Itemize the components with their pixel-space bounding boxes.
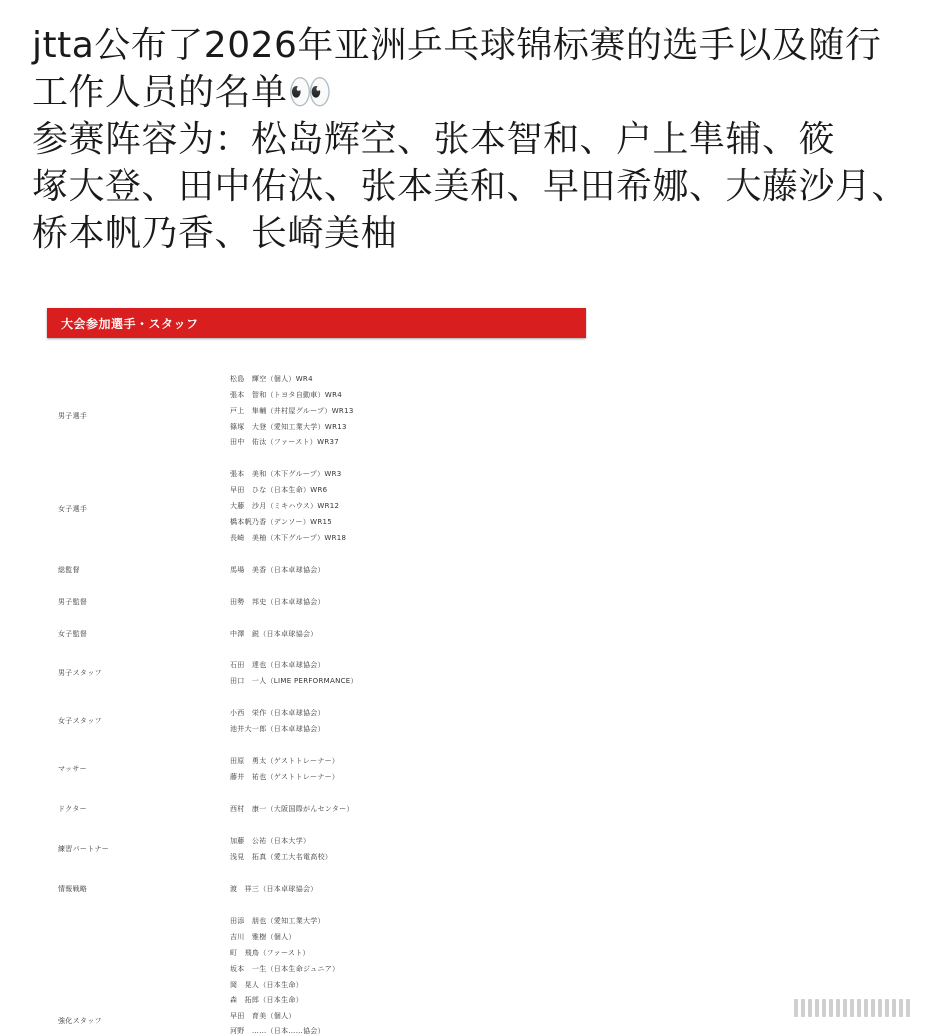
category-label: 練習パートナー [58,845,110,853]
roster-entry: 岡 晃人（日本生命） [230,981,303,989]
roster-entry: 長崎 美柚（木下グループ）WR18 [230,534,347,542]
roster-entry: 西村 康一（大阪国際がんセンター） [230,805,354,813]
roster-entry: 早田 育美（個人） [230,1012,296,1020]
roster-entry: 早田 ひな（日本生命）WR6 [230,486,328,494]
post-line: 参赛阵容为：松岛辉空、张本智和、户上隼辅、筱 [32,119,836,160]
document-banner [47,308,586,338]
roster-entry: 小西 栄作（日本卓球協会） [230,709,325,717]
roster-entry: 大藤 沙月（ミキハウス）WR12 [230,502,340,510]
roster-entry: 藤井 祐也（ゲストトレーナー） [230,773,340,781]
post-line: jtta公布了2026年亚洲乒乓球锦标赛的选手以及随行 [32,25,882,66]
category-label: 総監督 [58,566,80,574]
roster-entry: 石田 達也（日本卓球協会） [230,661,325,669]
roster-entry: 池井大一郎（日本卓球協会） [230,725,325,733]
roster-entry: 張本 智和（トヨタ自動車）WR4 [230,391,343,399]
roster-entry: 加藤 公祐（日本大学） [230,837,311,845]
post-line: 工作人员的名单👀 [32,72,333,113]
roster-entry: 坂本 一生（日本生命ジュニア） [230,965,340,973]
watermark-bars [794,999,920,1021]
roster-entry: 中澤 鋭（日本卓球協会） [230,630,318,638]
category-label: 男子監督 [58,598,88,606]
post-line: 塚大登、田中佑汰、张本美和、早田希娜、大藤沙月、 [32,166,909,207]
category-label: 情報戦略 [58,885,88,893]
roster-document-image[interactable] [0,300,930,1035]
roster-entry: 馬場 美香（日本卓球協会） [230,566,325,574]
roster-entry: 田添 朋也（愛知工業大学） [230,917,325,925]
roster-entry: 田口 一人（LIME PERFORMANCE） [230,677,358,685]
roster-entry: 橋本帆乃香（デンソー）WR15 [230,518,333,526]
roster-entry: 河野 ……（日本……協会） [230,1027,325,1035]
roster-entry: 田原 勇太（ゲストトレーナー） [230,757,340,765]
category-label: 強化スタッフ [58,1017,102,1025]
roster-entry: 浅見 拓真（愛工大名電高校） [230,853,333,861]
category-label: 男子選手 [58,412,88,420]
roster-entry: 田中 佑汰（ファースト）WR37 [230,438,340,446]
roster-entry: 森 拓郎（日本生命） [230,996,303,1004]
category-label: マッサー [58,765,87,773]
roster-entry: 戸上 隼輔（井村屋グループ）WR13 [230,407,354,415]
roster-entry: 松島 輝空（個人）WR4 [230,375,313,383]
roster-entry: 町 飛鳥（ファースト） [230,949,310,957]
category-label: 男子スタッフ [58,669,102,677]
roster-entry: 渡 祥三（日本卓球協会） [230,885,318,893]
post-line: 桥本帆乃香、长崎美柚 [32,213,398,254]
roster-entry: 篠塚 大登（愛知工業大学）WR13 [230,423,347,431]
category-label: ドクター [58,805,87,813]
category-label: 女子監督 [58,630,88,638]
category-label: 女子選手 [58,505,88,513]
roster-entry: 田勢 邦史（日本卓球協会） [230,598,325,606]
banner-title: 大会参加選手・スタッフ [61,317,199,331]
roster-entry: 張本 美和（木下グループ）WR3 [230,470,342,478]
post-text [32,22,912,257]
roster-entry: 吉川 雅樹（個人） [230,933,296,941]
category-label: 女子スタッフ [58,717,102,725]
